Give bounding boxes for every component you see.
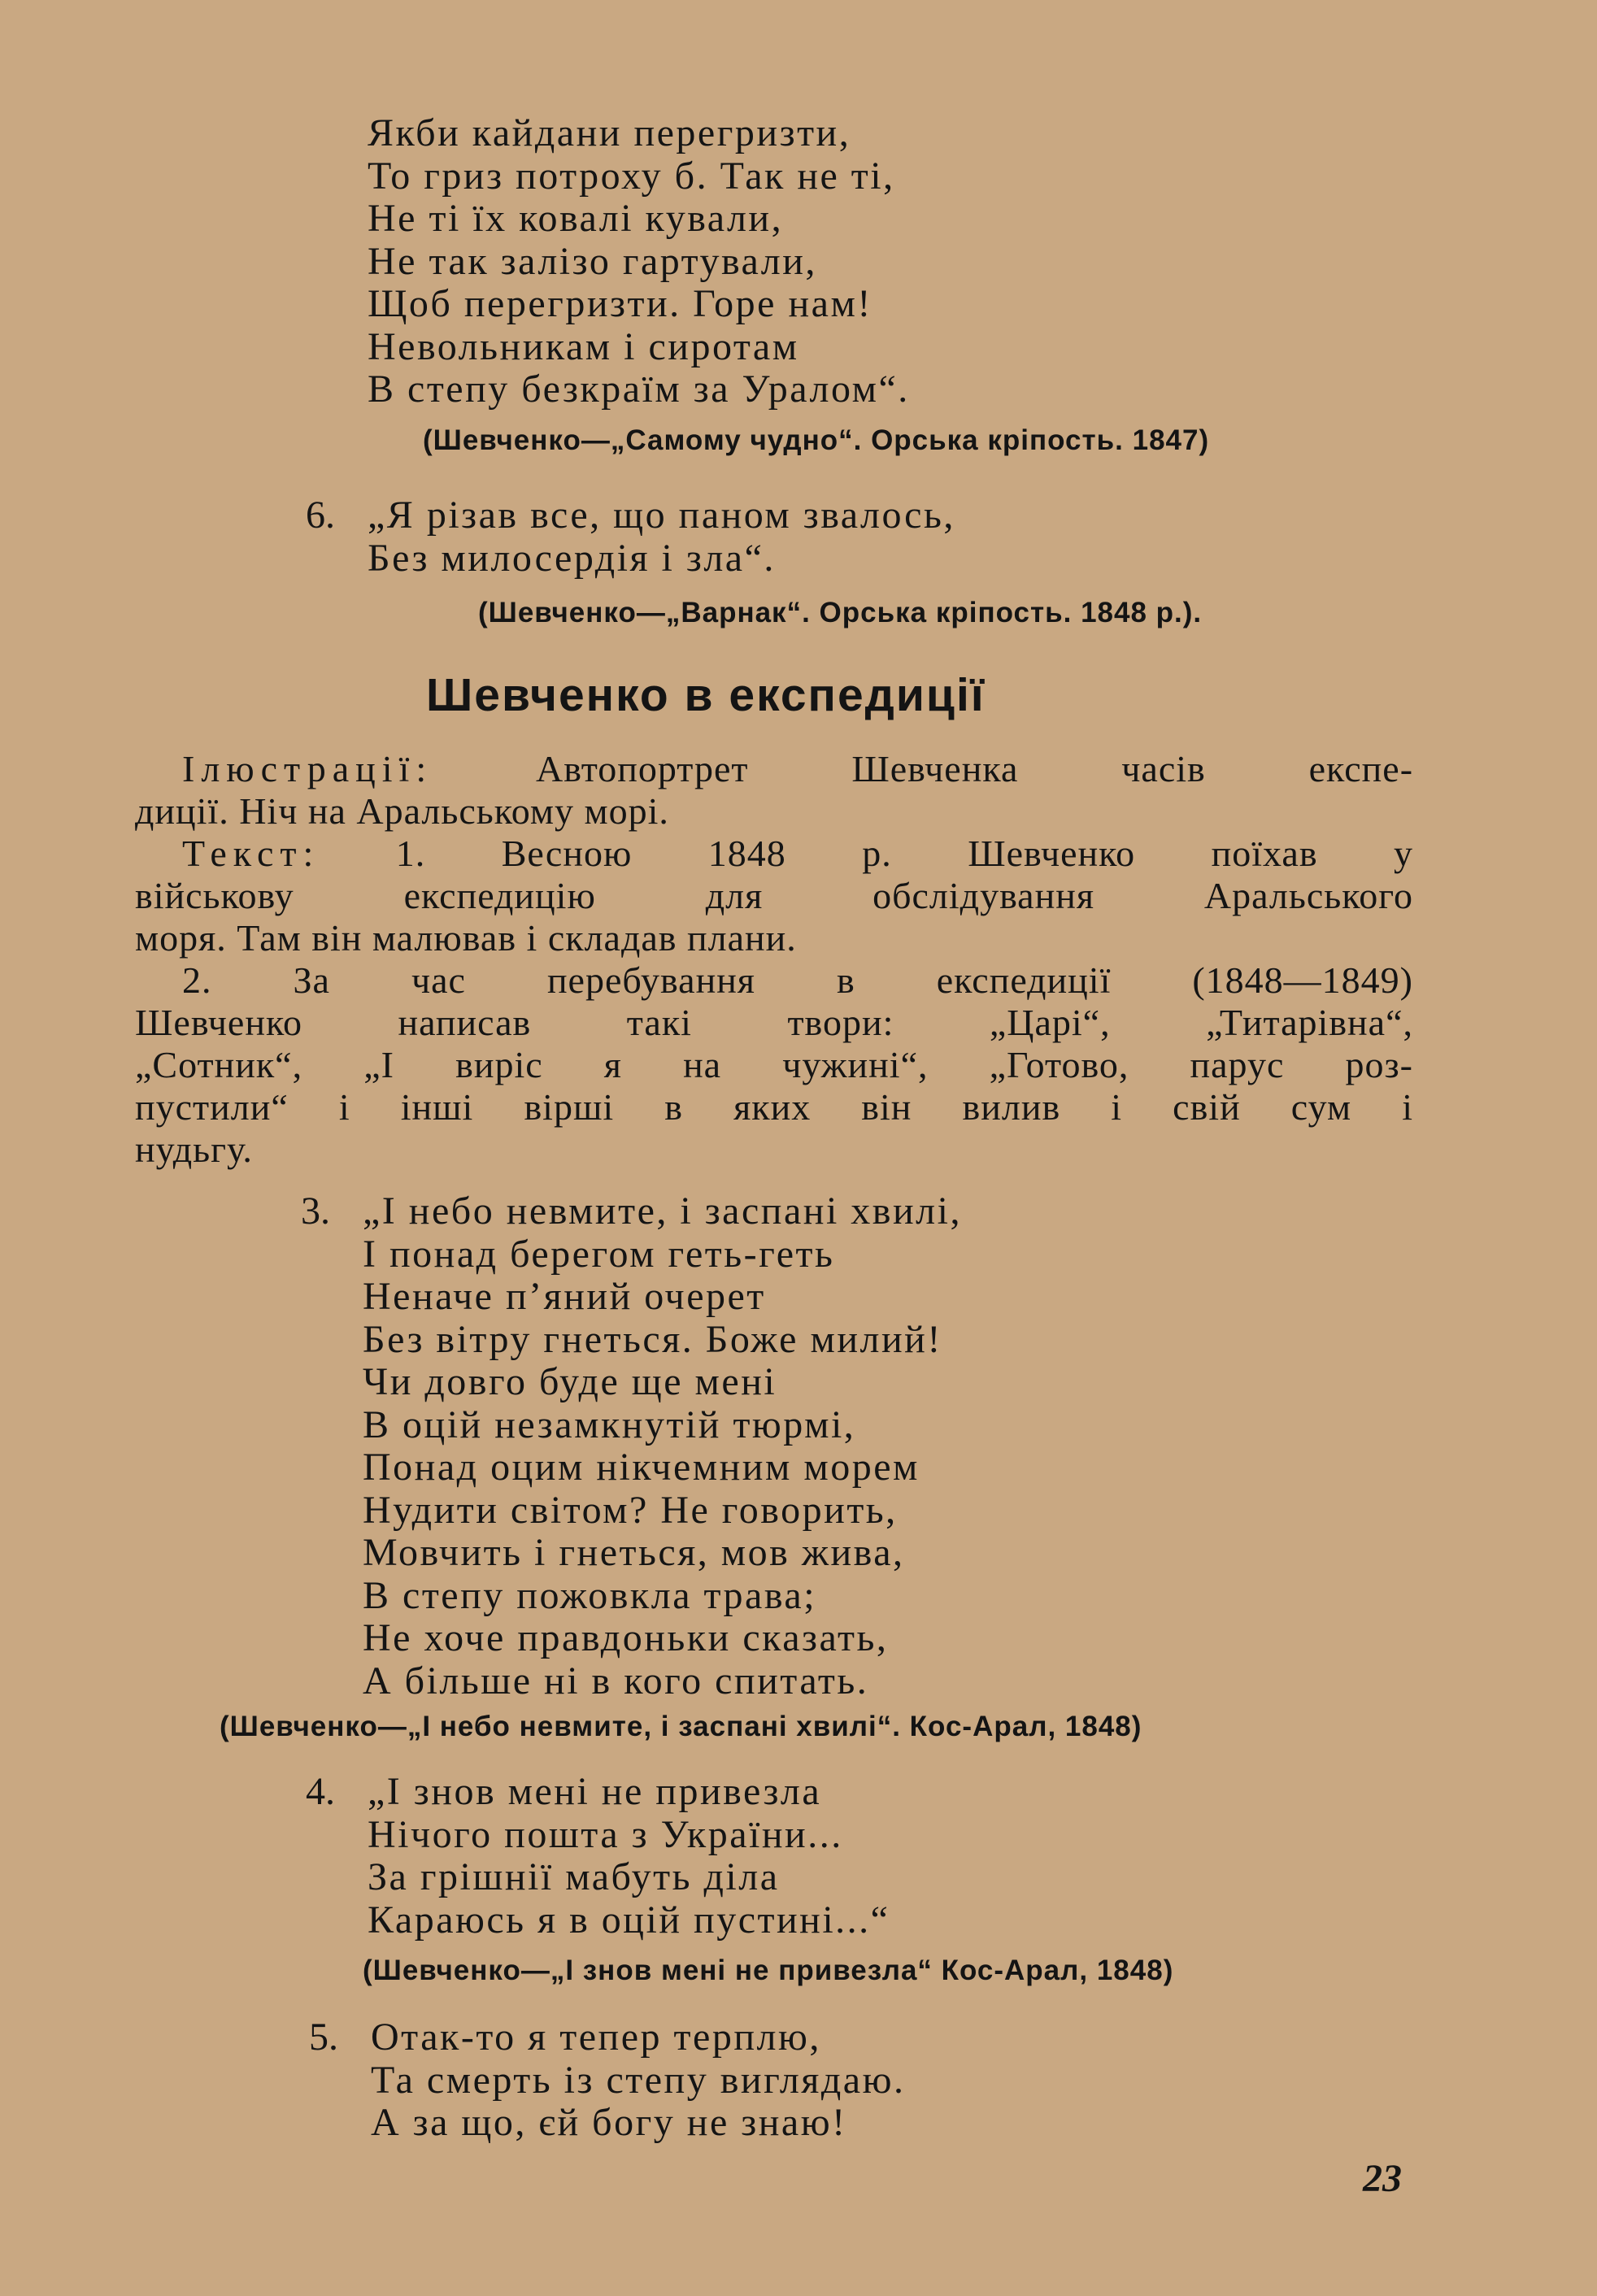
- citation: (Шевченко—„І небо невмите, і заспані хвилі“. Кос-Арал, 1848): [220, 1711, 1142, 1742]
- poem-line: Не хоче правдоньки сказать,: [363, 1616, 889, 1659]
- poem-line: Невольникам і сиротам: [368, 324, 799, 368]
- quote-4: [306, 1770, 890, 1942]
- poem-line: Без вітру гнеться. Боже милий!: [363, 1317, 942, 1361]
- paragraph-line: Шевченко написав такі твори: „Царі“, „Титарівна“,: [135, 1002, 1413, 1043]
- text-label: Текст:: [182, 833, 320, 874]
- poem-line: І понад берегом геть-геть: [363, 1232, 835, 1276]
- page-number: 23: [1363, 2157, 1402, 2200]
- poem-line: В степу безкраїм за Уралом“.: [368, 367, 910, 411]
- section-title: Шевченко в експедиції: [426, 669, 986, 721]
- illustrations-paragraph: [135, 748, 1413, 833]
- paragraph-line: пустили“ і інші вірші в яких він вилив і свій сум і: [135, 1086, 1413, 1128]
- citation: (Шевченко—„Самому чудно“. Орська кріпость. 1847): [423, 424, 1210, 456]
- poem-line: Понад оцим нікчемним морем: [363, 1446, 920, 1489]
- paragraph-line: Автопортрет Шевченка часів експе-: [536, 748, 1414, 789]
- illustrations-label: Ілюстрації:: [182, 748, 433, 789]
- poem-line: Отак-то я тепер терплю,: [371, 2016, 821, 2059]
- paragraph-line: диції. Ніч на Аральському морі.: [135, 790, 669, 832]
- poem-line: „І небо невмите, і заспані хвилі,: [363, 1189, 962, 1233]
- poem-line: „Я різав все, що паном звалось,: [368, 494, 955, 537]
- quote-6: [306, 494, 955, 580]
- citation: (Шевченко—„Варнак“. Орська кріпость. 1848 р.).: [478, 597, 1203, 628]
- poem-line: Неначе п’яний очерет: [363, 1275, 766, 1318]
- paragraph-line: нудьгу.: [135, 1128, 253, 1170]
- poem-line: Та смерть із степу виглядаю.: [371, 2058, 906, 2102]
- citation: (Шевченко—„І знов мені не привезла“ Кос-Арал, 1848): [363, 1955, 1174, 1986]
- poem-line: А за що, єй богу не знаю!: [371, 2101, 847, 2144]
- paragraph-line: 2. За час перебування в експедиції (1848—1849): [182, 959, 1413, 1001]
- quote-3: [301, 1189, 962, 1702]
- poem-line: За грішнії мабуть діла: [368, 1855, 780, 1898]
- poem-line: Якби кайдани перегризти,: [368, 111, 851, 154]
- poem-line: Не ті їх ковалі кували,: [368, 197, 784, 240]
- poem-line: Щоб перегризти. Горе нам!: [368, 282, 872, 325]
- poem-line: Не так залізо гартували,: [368, 239, 817, 283]
- quote-number: 4.: [306, 1770, 335, 1813]
- poem-line: В степу пожовкла трава;: [363, 1573, 817, 1617]
- poem-line: Чи довго буде ще мені: [363, 1360, 777, 1403]
- text-paragraph-2: [135, 959, 1413, 1171]
- poem-line: А більше ні в кого спитать.: [363, 1659, 869, 1702]
- poem-line: Нудити світом? Не говорить,: [363, 1488, 898, 1532]
- poem-line: В оцій незамкнутій тюрмі,: [363, 1402, 856, 1446]
- quote-number: 3.: [301, 1189, 330, 1233]
- paragraph-line: військову експедицію для обслідування Аральського: [135, 875, 1413, 916]
- quote-number: 6.: [306, 494, 335, 537]
- paragraph-line: моря. Там він малював і складав плани.: [135, 917, 797, 959]
- poem-line: Нічого пошта з України...: [368, 1812, 843, 1856]
- paragraph-line: „Сотник“, „І виріс я на чужині“, „Готово, парус роз-: [135, 1044, 1413, 1085]
- poem-line: Мовчить і гнеться, мов жива,: [363, 1531, 905, 1574]
- poem-top: [368, 112, 910, 411]
- poem-line: „І знов мені не привезла: [368, 1770, 822, 1813]
- paragraph-line: 1. Весною 1848 р. Шевченко поїхав у: [395, 833, 1413, 874]
- quote-number: 5.: [309, 2016, 338, 2059]
- poem-line: Караюсь я в оцій пустині...“: [368, 1898, 890, 1942]
- text-paragraph-1: [135, 833, 1413, 959]
- poem-line: То гриз потроху б. Так не ті,: [368, 154, 895, 198]
- quote-5: [309, 2016, 906, 2145]
- poem-line: Без милосердія і зла“.: [368, 536, 776, 580]
